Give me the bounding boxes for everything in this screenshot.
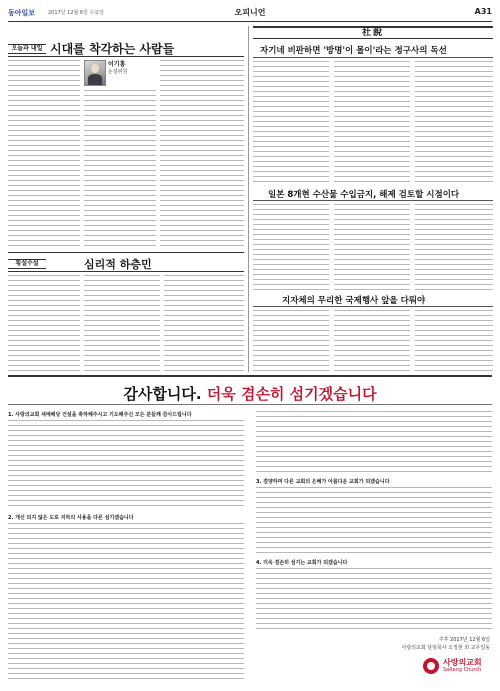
ad-section-2-heading: 2. 개신 되지 않은 도로 지하의 사용을 다른 섬기겠습니다 [8, 515, 134, 521]
editorial-2-text-col1 [253, 204, 329, 290]
editorial-3-text-col3 [415, 310, 493, 372]
ad-section-2-text [8, 523, 244, 679]
column2-title: 심리적 하층민 [84, 258, 152, 271]
ad-section-3-text [256, 487, 492, 553]
editorial-2-rule [253, 200, 493, 201]
author-role: 논설위원 [108, 69, 128, 75]
editorial-1-text-col2 [334, 61, 410, 183]
editorial-1-text-col3 [415, 61, 493, 183]
editorial-1-text-col1 [253, 61, 329, 183]
editorial-2-text-col2 [334, 204, 410, 290]
ad-signatory: 사랑의교회 담임목사 오정현 외 교우일동 [401, 645, 490, 651]
editorial-label-box [253, 26, 493, 39]
author-byline [108, 61, 146, 76]
header-divider [8, 21, 492, 22]
column2-text-col3 [164, 275, 244, 371]
column-title: 시대를 착각하는 사람들 [50, 42, 175, 56]
editorial-3-text-col2 [334, 310, 410, 372]
ad-headline [8, 383, 492, 404]
editorial-3-text-col1 [253, 310, 329, 372]
ad-headline-accent: 더욱 겸손히 섬기겠습니다 [206, 385, 377, 403]
column2-top-rule [8, 252, 244, 253]
editorial-1-title: 자기네 비판하면 '방명'이 몰이'라는 정구사의 독선 [260, 46, 447, 56]
section-title: 오피니언 [234, 8, 266, 17]
church-logo [423, 656, 493, 678]
editorial-2-text-col3 [415, 204, 493, 290]
column-text-col3 [160, 60, 244, 246]
ad-section-3-heading: 3. 겸양하며 다른 교회의 은혜가 아름다운 교회가 되겠습니다 [256, 479, 390, 485]
column-text-col2 [84, 90, 156, 246]
newspaper-name: 동아일보 [8, 9, 36, 17]
page-header [8, 6, 492, 22]
column-label: 오늘과 내일 [8, 44, 46, 54]
church-logo-icon [423, 658, 439, 674]
column2-title-rule [8, 271, 244, 272]
issue-date: 2017년 12월 6일 수요일 [48, 10, 105, 16]
editorial-label: 社說 [361, 28, 384, 38]
author-name: 이기홍 [108, 61, 126, 68]
column-divider [248, 26, 249, 372]
ad-section-4-heading: 4. 더욱 겸손히 섬기는 교회가 되겠습니다 [256, 560, 348, 566]
church-logo-name: 사랑의교회 [443, 658, 482, 667]
column2-label: 횡설수설 [8, 259, 46, 269]
ad-top-rule [8, 375, 492, 377]
column2-text-col2 [84, 275, 160, 371]
editorial-3-title: 지자체의 무리한 국제행사 앞을 다뤄야 [282, 296, 426, 306]
editorial-1-rule [253, 57, 493, 58]
ad-section-1-text [8, 420, 244, 508]
ad-headline-main: 감사합니다. [123, 385, 207, 403]
author-photo [84, 60, 106, 86]
ad-section-4-text [256, 568, 492, 630]
ad-section-1-heading: 1. 사랑의교회 새예배당 건설을 축하해주시고 기도해주신 모든 분들께 감사드립니다 [8, 412, 192, 418]
column-title-rule [8, 56, 244, 57]
ad-date: 주후 2017년 12월 6일 [438, 637, 490, 643]
church-logo-name-en: SaRang Church [443, 667, 482, 673]
column-text-col1 [8, 60, 80, 246]
editorial-2-title: 일본 8개현 수산물 수입금지, 해제 검토할 시점이다 [268, 190, 460, 200]
ad-headline-rule [8, 404, 492, 405]
page-number: A31 [474, 7, 492, 16]
editorial-3-rule [253, 306, 493, 307]
ad-section-col2-top-text [256, 411, 492, 473]
column2-text-col1 [8, 275, 80, 371]
